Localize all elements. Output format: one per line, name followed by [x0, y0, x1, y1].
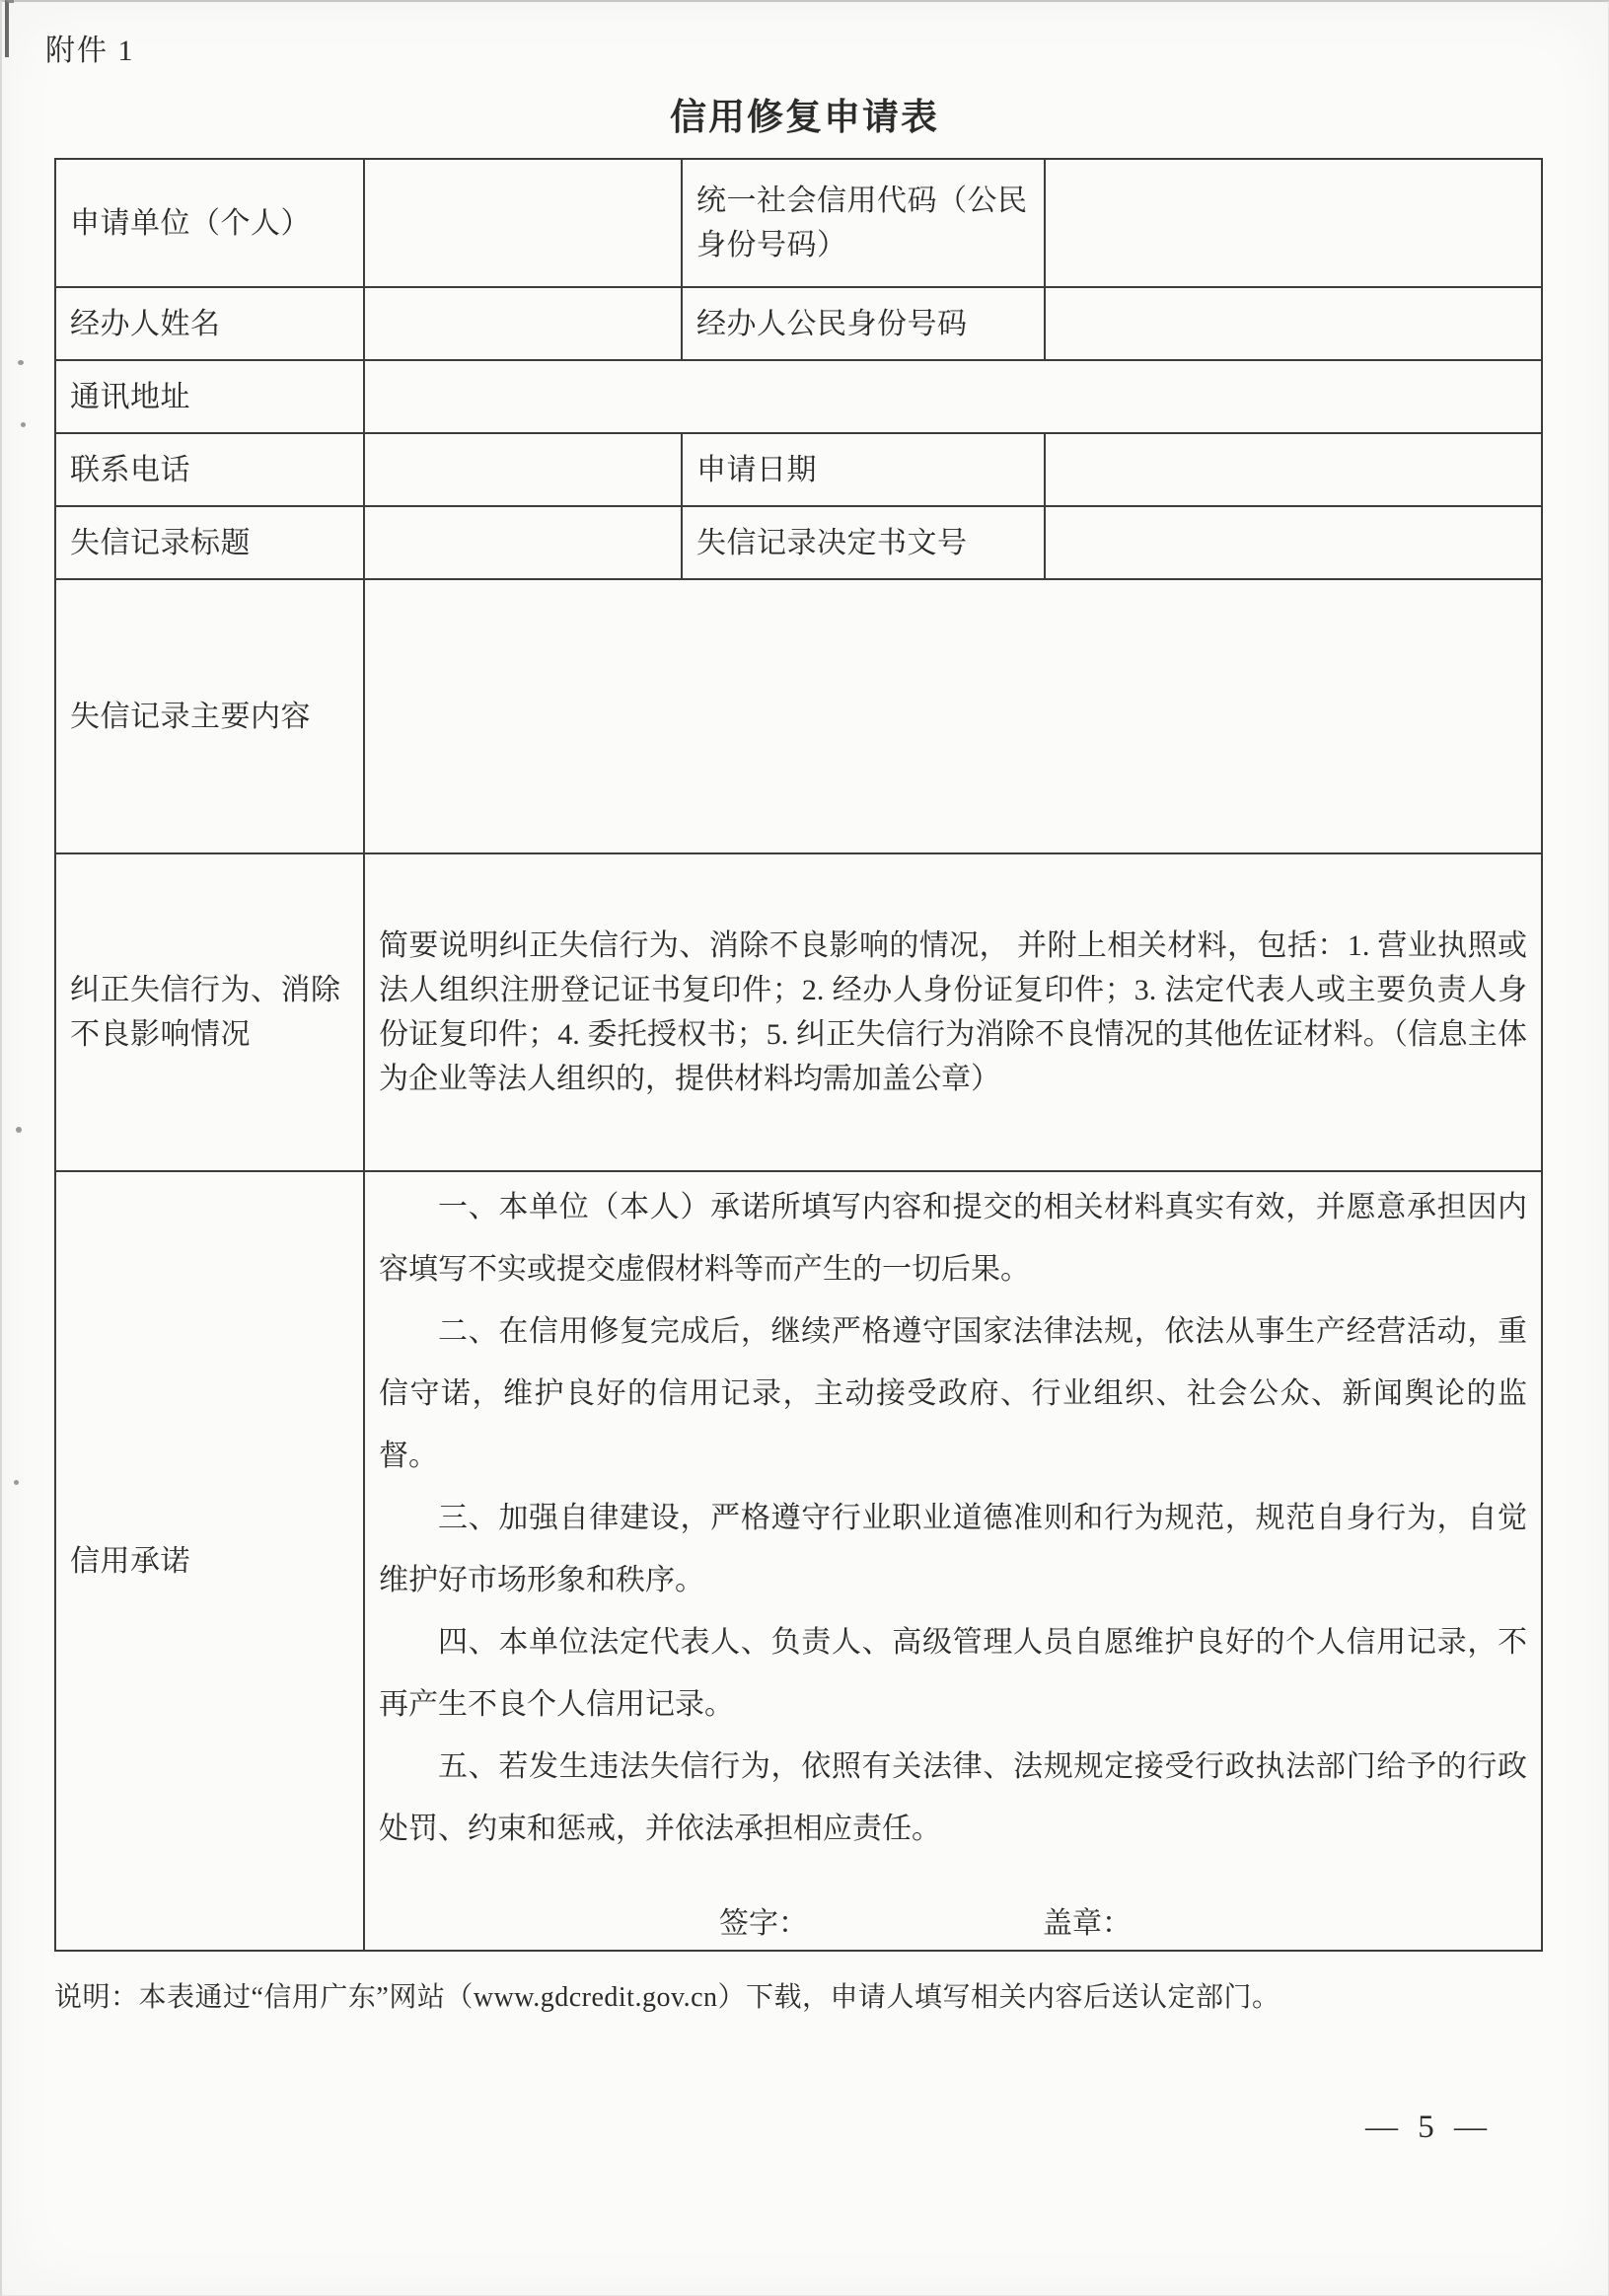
row-handler — [55, 287, 1542, 360]
seal-label: 盖章： — [1043, 1907, 1132, 1940]
scan-edge-artifact — [5, 0, 14, 57]
applicant-value-cell — [364, 159, 682, 287]
signature-seal-row — [719, 1901, 1527, 1946]
application-form-table — [54, 158, 1543, 1952]
footnote: 说明：本表通过“信用广东”网站（www.gdcredit.gov.cn）下载，申请人填写相关内容后送认定部门。 — [54, 1982, 1280, 2013]
commitment-item: 三、加强自律建设，严格遵守行业职业道德准则和行为规范，规范自身行为，自觉维护好市场形象和秩序。 — [379, 1502, 1527, 1596]
row-correction — [55, 853, 1542, 1171]
address-label: 通讯地址 — [55, 360, 364, 433]
scan-speck — [14, 1480, 19, 1485]
commitment-item: 四、本单位法定代表人、负责人、高级管理人员自愿维护良好的个人信用记录，不再产生不良个人信用记录。 — [379, 1626, 1527, 1721]
commitment-label: 信用承诺 — [55, 1171, 364, 1951]
signature-label: 签字： — [719, 1907, 808, 1940]
row-commitment — [55, 1171, 1542, 1951]
row-record-title — [55, 506, 1542, 579]
record-title-value-cell — [364, 506, 682, 579]
row-phone-date — [55, 433, 1542, 506]
record-title-label: 失信记录标题 — [55, 506, 364, 579]
record-content-label: 失信记录主要内容 — [55, 579, 364, 853]
scan-speck — [18, 360, 24, 365]
phone-label: 联系电话 — [55, 433, 364, 506]
correction-instructions-cell: 简要说明纠正失信行为、消除不良影响的情况， 并附上相关材料，包括：1. 营业执照或法人组织注册登记证书复印件；2. 经办人身份证复印件；3. 法定代表人或主要负责人身份证复印件；4. 委托授权书；5. 纠正失信行为消除不良情况的其他佐证材料。（信息主体为企业等法人组织的，提供材料均需加盖公章） — [364, 853, 1542, 1171]
apply-date-label: 申请日期 — [682, 433, 1045, 506]
page-title: 信用修复申请表 — [670, 98, 939, 138]
record-doc-no-label: 失信记录决定书文号 — [682, 506, 1045, 579]
record-doc-no-value-cell — [1045, 506, 1542, 579]
handler-id-label: 经办人公民身份号码 — [682, 287, 1045, 360]
handler-id-value-cell — [1045, 287, 1542, 360]
apply-date-value-cell — [1045, 433, 1542, 506]
row-address — [55, 360, 1542, 433]
page-number: — 5 — — [1365, 2110, 1493, 2145]
scan-speck — [21, 422, 26, 427]
commitment-content-cell — [364, 1171, 1542, 1951]
scan-speck — [16, 1127, 22, 1133]
row-applicant — [55, 159, 1542, 287]
address-value-cell — [364, 360, 1542, 433]
phone-value-cell — [364, 433, 682, 506]
applicant-label: 申请单位（个人） — [55, 159, 364, 287]
commitment-item: 二、在信用修复完成后，继续严格遵守国家法律法规，依法从事生产经营活动，重信守诺，维护良好的信用记录，主动接受政府、行业组织、社会公众、新闻舆论的监督。 — [379, 1315, 1527, 1472]
handler-name-value-cell — [364, 287, 682, 360]
commitment-item: 五、若发生违法失信行为，依照有关法律、法规规定接受行政执法部门给予的行政处罚、约束和惩戒，并依法承担相应责任。 — [379, 1750, 1527, 1845]
commitment-item: 一、本单位（本人）承诺所填写内容和提交的相关材料真实有效，并愿意承担因内容填写不实或提交虚假材料等而产生的一切后果。 — [379, 1191, 1527, 1286]
credit-code-label: 统一社会信用代码（公民身份号码） — [682, 159, 1045, 287]
row-record-content — [55, 579, 1542, 853]
credit-code-value-cell — [1045, 159, 1542, 287]
handler-name-label: 经办人姓名 — [55, 287, 364, 360]
attachment-label: 附件 1 — [45, 35, 135, 67]
correction-label: 纠正失信行为、消除不良影响情况 — [55, 853, 364, 1171]
record-content-value-cell — [364, 579, 1542, 853]
